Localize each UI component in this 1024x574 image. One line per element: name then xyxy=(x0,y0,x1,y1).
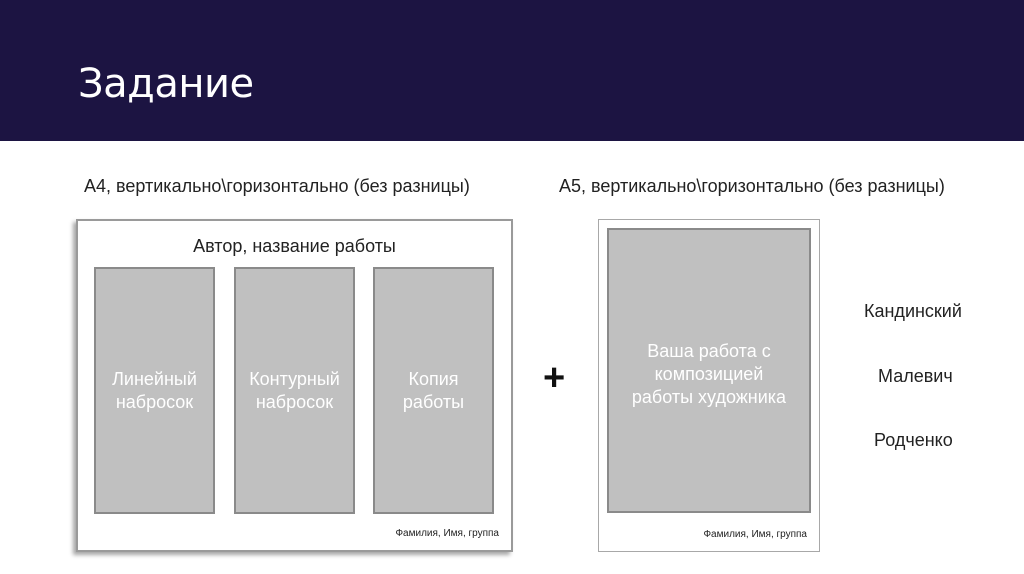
artist-malevich: Малевич xyxy=(878,366,953,386)
panel-your-work-line1: Ваша работа с xyxy=(647,341,771,361)
panel-your-work-line3: работы художника xyxy=(631,387,787,407)
panel-artwork-copy xyxy=(373,267,494,514)
panel-contour-sketch-line1: Контурный xyxy=(249,368,340,389)
slide-title: Задание xyxy=(78,61,254,107)
panel-linear-sketch xyxy=(94,267,215,514)
artist-kandinsky: Кандинский xyxy=(864,301,962,321)
panel-artwork-copy-line1: Копия xyxy=(408,368,459,389)
panel-linear-sketch-line1: Линейный xyxy=(112,368,197,389)
title-bar xyxy=(0,0,1024,141)
panel-contour-sketch xyxy=(234,267,355,514)
a5-signature: Фамилия, Имя, группа xyxy=(703,529,807,540)
a4-format-label: А4, вертикально\горизонтально (без разницы) xyxy=(84,176,470,196)
a4-sheet-title: Автор, название работы xyxy=(193,236,396,256)
panel-linear-sketch-line2: набросок xyxy=(115,391,194,412)
a4-signature: Фамилия, Имя, группа xyxy=(395,528,499,539)
plus-sign: + xyxy=(543,357,566,399)
panel-contour-sketch-line2: набросок xyxy=(255,391,334,412)
panel-artwork-copy-line2: работы xyxy=(402,391,465,412)
a4-sheet xyxy=(76,219,513,552)
panel-your-work-line2: композицией xyxy=(654,364,764,384)
panel-your-work xyxy=(607,228,811,513)
a5-sheet xyxy=(598,219,820,552)
a5-format-label: А5, вертикально\горизонтально (без разницы) xyxy=(559,176,945,196)
artist-rodchenko: Родченко xyxy=(874,430,953,450)
